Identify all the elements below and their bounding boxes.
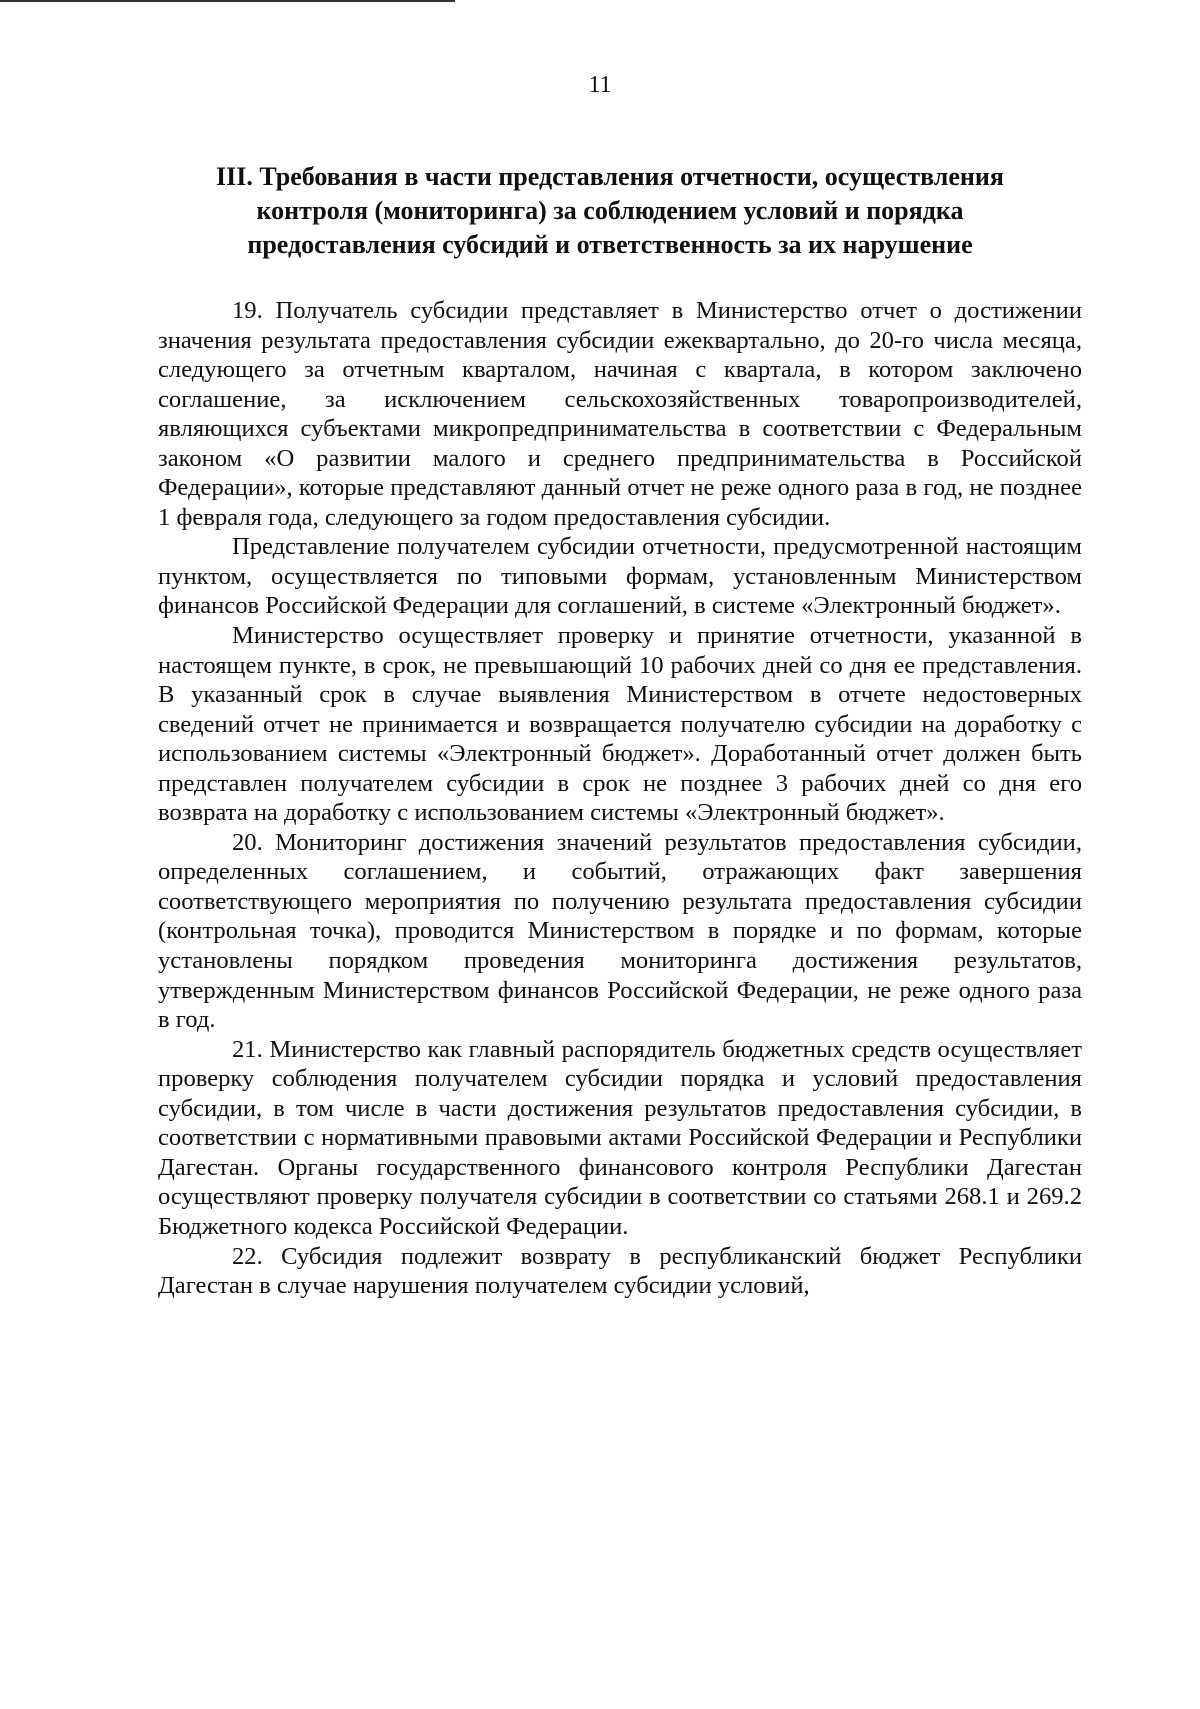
top-border-line	[0, 0, 455, 2]
document-body	[158, 296, 1082, 1301]
paragraph-20: 20. Мониторинг достижения значений результатов предоставления субсидии, определенных соглашением, и событий, отражающих факт завершения соответствующего мероприятия по получению результата предоставления субсидии (контрольная точка), проводится Министерством в порядке и по формам, которые установлены порядком проведения мониторинга достижения результатов, утвержденным Министерством финансов Российской Федерации, не реже одного раза в год.	[158, 828, 1082, 1034]
section-heading	[160, 160, 1060, 262]
paragraph-21: 21. Министерство как главный распорядитель бюджетных средств осуществляет проверку соблюдения получателем субсидии порядка и условий предоставления субсидии, в том числе в части достижения результатов предоставления субсидии, в соответствии с нормативными правовыми актами Российской Федерации и Республики Дагестан. Органы государственного финансового контроля Республики Дагестан осуществляют проверку получателя субсидии в соответствии со статьями 268.1 и 269.2 Бюджетного кодекса Российской Федерации.	[158, 1035, 1082, 1240]
paragraph-19-report-review: Министерство осуществляет проверку и принятие отчетности, указанной в настоящем пункте, в срок, не превышающий 10 рабочих дней со дня ее представления. В указанный срок в случае выявления Министерством в отчете недостоверных сведений отчет не принимается и возвращается получателю субсидии на доработку с использованием системы «Электронный бюджет». Доработанный отчет должен быть представлен получателем субсидии в срок не позднее 3 рабочих дней со дня его возврата на доработку с использованием системы «Электронный бюджет».	[158, 622, 1082, 827]
paragraph-22: 22. Субсидия подлежит возврату в республиканский бюджет Республики Дагестан в случае нарушения получателем субсидии условий,	[158, 1242, 1082, 1300]
page-number: 11	[588, 72, 612, 98]
section-heading-line-3: предоставления субсидий и ответственность за их нарушение	[247, 230, 973, 259]
paragraph-19-reporting-forms: Представление получателем субсидии отчетности, предусмотренной настоящим пунктом, осуществляется по типовыми формам, установленным Министерством финансов Российской Федерации для соглашений, в системе «Электронный бюджет».	[158, 533, 1082, 620]
section-heading-line-2: контроля (мониторинга) за соблюдением условий и порядка	[256, 196, 964, 225]
section-heading-line-1: III. Требования в части представления отчетности, осуществления	[216, 162, 1004, 191]
paragraph-19: 19. Получатель субсидии представляет в Министерство отчет о достижении значения результата предоставления субсидии ежеквартально, до 20-го числа месяца, следующего за отчетным кварталом, начиная с квартала, в котором заключено соглашение, за исключением сельскохозяйственных товаропроизводителей, являющихся субъектами микропредпринимательства в соответствии с Федеральным законом «О развитии малого и среднего предпринимательства в Российской Федерации», которые представляют данный отчет не реже одного раза в год, не позднее 1 февраля года, следующего за годом предоставления субсидии.	[158, 297, 1082, 531]
